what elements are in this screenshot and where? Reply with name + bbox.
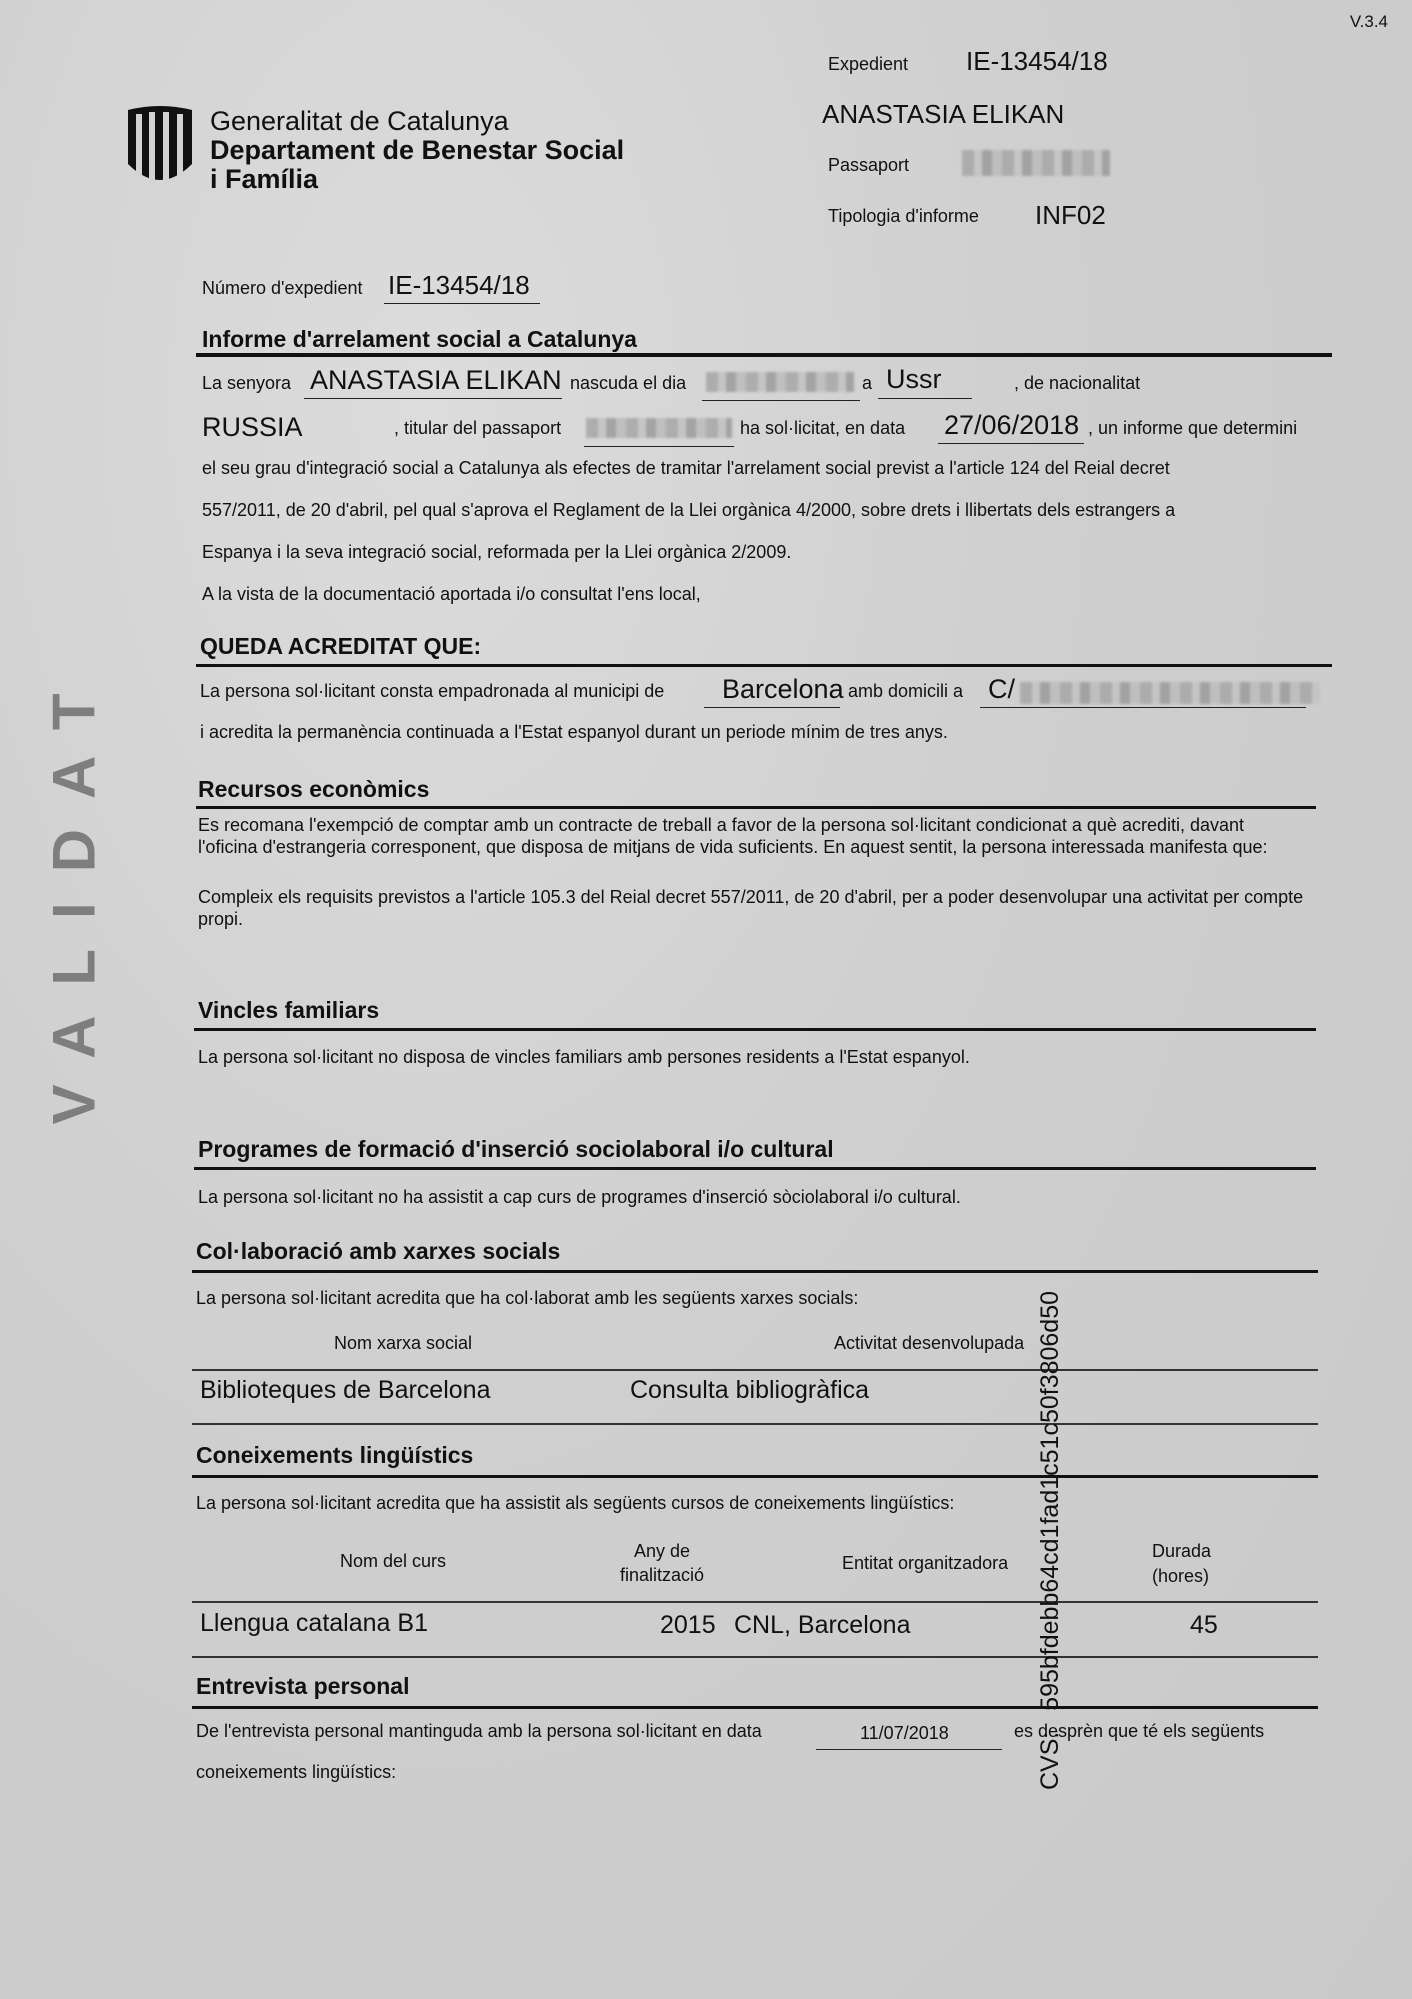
colaboracio-rule — [192, 1270, 1318, 1273]
recursos-heading: Recursos econòmics — [198, 776, 430, 802]
xarxa-row-nom: Biblioteques de Barcelona — [200, 1376, 491, 1404]
titular-label: , titular del passaport — [394, 418, 562, 438]
intro-line6: A la vista de la documentació aportada i/o consultat l'ens local, — [202, 584, 701, 604]
programes-heading: Programes de formació d'inserció sociolaboral i/o cultural — [198, 1136, 834, 1162]
queda-heading: QUEDA ACREDITAT QUE: — [200, 633, 482, 659]
expedient-value: IE-13454/18 — [966, 46, 1108, 76]
passaport-label: Passaport — [828, 155, 910, 175]
birthdate-line — [702, 400, 860, 401]
nacionalitat-label: , de nacionalitat — [1014, 373, 1141, 393]
intro-tail: , un informe que determini — [1088, 418, 1298, 438]
curs-row-nom: Llengua catalana B1 — [200, 1609, 428, 1637]
curs-col-nom: Nom del curs — [340, 1551, 447, 1571]
curs-col-any-b: finalització — [620, 1565, 705, 1585]
colaboracio-heading: Col·laboració amb xarxes socials — [196, 1238, 561, 1264]
validat-stamp: VALIDAT — [40, 663, 108, 1125]
domicili-line — [980, 707, 1306, 708]
tipologia-label: Tipologia d'informe — [828, 206, 979, 226]
curs-col-durada-b: (hores) — [1152, 1566, 1210, 1586]
numero-expedient-label: Número d'expedient — [202, 278, 363, 298]
colaboracio-text: La persona sol·licitant acredita que ha col·laborat amb les següents xarxes socials: — [196, 1288, 859, 1308]
coneixements-rule — [192, 1475, 1318, 1478]
curs-row-any: 2015 — [660, 1611, 716, 1639]
passaport-redacted — [962, 150, 1110, 176]
birthplace: Ussr — [886, 364, 942, 394]
entrevista-date-line — [816, 1749, 1002, 1750]
solicitat-label: ha sol·licitat, en data — [740, 418, 906, 438]
xarxa-header-line — [192, 1369, 1318, 1371]
recursos-p1: Es recomana l'exempció de comptar amb un contracte de treball a favor de la persona sol·licitant condicionat a què acrediti, davant l'oficina d'estrangeria corresponent, que disposa de mitjans de vida suficients. En aquest sentit, la persona interessada manifesta que: — [198, 815, 1268, 857]
report-title: Informe d'arrelament social a Catalunya — [202, 326, 637, 352]
cvs-code: CVS: 595bfdebb64cd1fad1c51c50f3806d50 — [1036, 1290, 1064, 1790]
nationality: RUSSIA — [202, 412, 303, 442]
curs-row-durada: 45 — [1190, 1611, 1218, 1639]
title-rule — [196, 353, 1332, 357]
birthdate-redacted — [706, 372, 854, 392]
header-name: ANASTASIA ELIKAN — [822, 99, 1065, 129]
intro-line5: Espanya i la seva integració social, reformada per la Llei orgànica 2/2009. — [202, 542, 792, 562]
request-date: 27/06/2018 — [944, 410, 1080, 440]
version-label: V.3.4 — [1349, 12, 1388, 31]
programes-text: La persona sol·licitant no ha assistit a cap curs de programes d'inserció sòciolaboral i/o cultural. — [198, 1187, 961, 1207]
a-label: a — [862, 373, 873, 393]
queda-line1-a: La persona sol·licitant consta empadronada al municipi de — [200, 681, 665, 701]
passport-line — [584, 446, 734, 447]
request-date-line — [938, 443, 1084, 444]
xarxa-col-activitat: Activitat desenvolupada — [834, 1333, 1025, 1353]
senyora-label: La senyora — [202, 373, 292, 393]
xarxa-row-line — [192, 1423, 1318, 1425]
recursos-rule — [196, 806, 1316, 809]
municipi-line — [704, 707, 840, 708]
org-line1: Generalitat de Catalunya — [210, 106, 509, 136]
curs-col-entitat: Entitat organitzadora — [842, 1553, 1009, 1573]
entrevista-text-a: De l'entrevista personal mantinguda amb la persona sol·licitant en data — [196, 1721, 762, 1741]
org-line3: i Família — [210, 164, 319, 194]
curs-row-entitat: CNL, Barcelona — [734, 1611, 911, 1639]
expedient-label: Expedient — [828, 54, 909, 74]
intro-line4: 557/2011, de 20 d'abril, pel qual s'aprova el Reglament de la Llei orgànica 4/2000, sobre drets i llibertats dels estrangers a — [202, 500, 1176, 520]
numero-expedient-value: IE-13454/18 — [388, 270, 530, 300]
entrevista-date: 11/07/2018 — [860, 1723, 949, 1743]
org-line2: Departament de Benestar Social — [210, 135, 625, 165]
queda-rule — [196, 664, 1332, 667]
coneixements-text: La persona sol·licitant acredita que ha assistit als següents cursos de coneixements lingüístics: — [196, 1493, 955, 1513]
curs-col-any-a: Any de — [634, 1541, 691, 1561]
intro-name: ANASTASIA ELIKAN — [310, 365, 562, 395]
queda-line1-b: amb domicili a — [848, 681, 964, 701]
domicili: C/ — [988, 674, 1015, 704]
intro-line3: el seu grau d'integració social a Catalunya als efectes de tramitar l'arrelament social previst a l'article 124 del Reial decret — [202, 458, 1170, 478]
recursos-p2: Compleix els requisits previstos a l'article 105.3 del Reial decret 557/2011, de 20 d'abril, per a poder desenvolupar una activitat per compte propi. — [198, 887, 1304, 929]
intro-name-line — [304, 398, 562, 399]
entrevista-text-b: es desprèn que té els següents — [1014, 1721, 1265, 1741]
curs-row-line — [192, 1656, 1318, 1658]
vincles-rule — [194, 1028, 1316, 1031]
passport-redacted — [586, 418, 732, 438]
programes-rule — [194, 1167, 1316, 1170]
domicili-redacted — [1020, 682, 1320, 704]
numero-expedient-line — [384, 303, 540, 304]
vincles-text: La persona sol·licitant no disposa de vincles familiars amb persones residents a l'Estat espanyol. — [198, 1047, 970, 1067]
nascuda-label: nascuda el dia — [570, 373, 687, 393]
municipi: Barcelona — [722, 674, 844, 704]
entrevista-rule — [192, 1706, 1318, 1709]
curs-col-durada-a: Durada — [1152, 1541, 1212, 1561]
generalitat-logo-icon — [124, 104, 196, 190]
xarxa-col-nom: Nom xarxa social — [334, 1333, 473, 1353]
tipologia-value: INF02 — [1035, 200, 1106, 230]
entrevista-heading: Entrevista personal — [196, 1673, 410, 1699]
curs-header-line — [192, 1601, 1318, 1603]
generalitat-logo — [124, 104, 196, 190]
entrevista-text-c: coneixements lingüístics: — [196, 1762, 397, 1782]
xarxa-row-activitat: Consulta bibliogràfica — [630, 1376, 870, 1404]
coneixements-heading: Coneixements lingüístics — [196, 1442, 474, 1468]
birthplace-line — [878, 398, 972, 399]
queda-line2: i acredita la permanència continuada a l'Estat espanyol durant un periode mínim de tres anys. — [200, 722, 948, 742]
vincles-heading: Vincles familiars — [198, 997, 380, 1023]
